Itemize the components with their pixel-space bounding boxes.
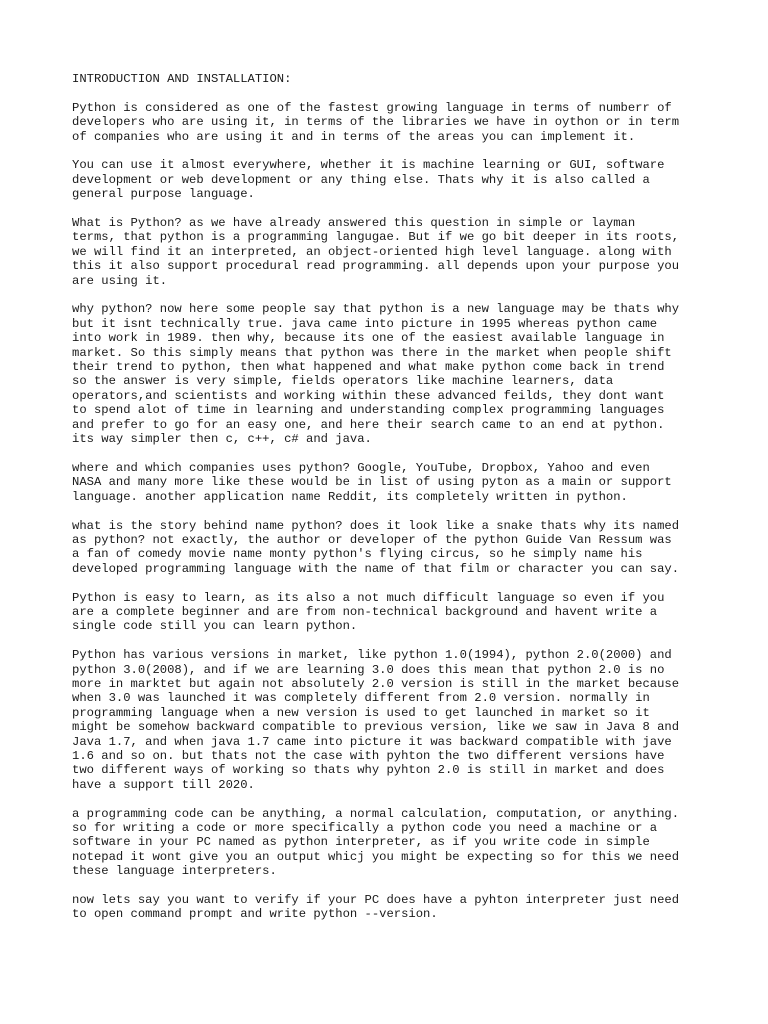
text-line: what is the story behind name python? does it look like a snake thats why its named xyxy=(72,518,680,533)
text-line: python 3.0(2008), and if we are learning 3.0 does this mean that python 2.0 is no xyxy=(72,662,665,677)
text-line: NASA and many more like these would be in list of using pyton as a main or support xyxy=(72,475,672,490)
text-line: of companies who are using it and in terms of the areas you can implement it. xyxy=(72,129,636,144)
text-line: 1.6 and so on. but thats not the case with pyhton the two different versions have xyxy=(72,748,665,763)
text-line: a programming code can be anything, a normal calculation, computation, or anything. xyxy=(72,806,680,821)
text-line: operators,and scientists and working within these advanced feilds, they dont want xyxy=(72,388,665,403)
text-line: and prefer to go for an easy one, and here their search came to an end at python. xyxy=(72,417,665,432)
paragraph xyxy=(72,893,712,922)
text-line: are using it. xyxy=(72,273,168,288)
text-line: are a complete beginner and are from non-technical background and havent write a xyxy=(72,604,658,619)
text-line: developers who are using it, in terms of the libraries we have in oython or in term xyxy=(72,115,680,130)
text-line: market. So this simply means that python was there in the market when people shift xyxy=(72,345,672,360)
text-line: a fan of comedy movie name monty python's flying circus, so he simply name his xyxy=(72,547,643,562)
text-line: this it also support procedural read programming. all depends upon your purpose you xyxy=(72,259,680,274)
text-line: language. another application name Reddit, its completely written in python. xyxy=(72,489,628,504)
text-line: to open command prompt and write python --version. xyxy=(72,907,438,922)
text-line: Python is easy to learn, as its also a not much difficult language so even if you xyxy=(72,590,665,605)
text-line: Python has various versions in market, like python 1.0(1994), python 2.0(2000) and xyxy=(72,648,672,663)
text-line: as python? not exactly, the author or developer of the python Guide Van Ressum was xyxy=(72,532,672,547)
text-line: terms, that python is a programming langugae. But if we go bit deeper in its roots, xyxy=(72,230,680,245)
text-line: notepad it wont give you an output whicj you might be expecting so for this we need xyxy=(72,849,680,864)
paragraph xyxy=(72,807,712,879)
paragraph xyxy=(72,101,712,144)
text-line: software in your PC named as python interpreter, as if you write code in simple xyxy=(72,835,650,850)
paragraph xyxy=(72,158,712,201)
text-line: development or web development or any thing else. Thats why it is also called a xyxy=(72,172,650,187)
paragraph xyxy=(72,461,712,504)
text-line: programming language when a new version is used to get launched in market so it xyxy=(72,705,650,720)
text-line: into work in 1989. then why, because its one of the easiest available language in xyxy=(72,331,665,346)
text-line: single code still you can learn python. xyxy=(72,619,358,634)
text-line: two different ways of working so thats why pyhton 2.0 is still in market and does xyxy=(72,763,665,778)
text-line: now lets say you want to verify if your PC does have a pyhton interpreter just need xyxy=(72,893,680,907)
text-line: You can use it almost everywhere, whether it is machine learning or GUI, software xyxy=(72,158,665,173)
text-line: their trend to python, then what happened and what make python come back in trend xyxy=(72,360,665,375)
paragraph xyxy=(72,591,712,634)
text-line: we will find it an interpreted, an object-oriented high level language. along with xyxy=(72,244,672,259)
paragraph xyxy=(72,302,712,446)
text-line: might be somehow backward compatible to previous version, like we saw in Java 8 and xyxy=(72,720,680,735)
paragraph xyxy=(72,648,712,792)
text-line: Python is considered as one of the fastest growing language in terms of numberr of xyxy=(72,100,672,115)
text-line: where and which companies uses python? Google, YouTube, Dropbox, Yahoo and even xyxy=(72,460,650,475)
text-line: more in marktet but again not absolutely 2.0 version is still in the market because xyxy=(72,676,680,691)
text-line: to spend alot of time in learning and understanding complex programming languages xyxy=(72,403,665,418)
text-line: Java 1.7, and when java 1.7 came into picture it was backward compatible with jave xyxy=(72,734,672,749)
paragraph xyxy=(72,216,712,288)
text-line: What is Python? as we have already answered this question in simple or layman xyxy=(72,216,636,231)
text-line: when 3.0 was launched it was completely different from 2.0 version. normally in xyxy=(72,691,650,706)
text-line: general purpose language. xyxy=(72,187,255,202)
document-page xyxy=(72,72,712,936)
document-body xyxy=(72,101,712,922)
text-line: have a support till 2020. xyxy=(72,777,255,792)
text-line: its way simpler then c, c++, c# and java. xyxy=(72,432,372,447)
text-line: so the answer is very simple, fields operators like machine learners, data xyxy=(72,374,614,389)
text-line: these language interpreters. xyxy=(72,864,277,879)
text-line: so for writing a code or more specifically a python code you need a machine or a xyxy=(72,820,658,835)
text-line: why python? now here some people say that python is a new language may be thats why xyxy=(72,302,680,317)
text-line: developed programming language with the name of that film or character you can say. xyxy=(72,561,680,576)
paragraph xyxy=(72,519,712,577)
text-line: but it isnt technically true. java came into picture in 1995 whereas python came xyxy=(72,316,658,331)
document-heading: INTRODUCTION AND INSTALLATION: xyxy=(72,72,292,86)
